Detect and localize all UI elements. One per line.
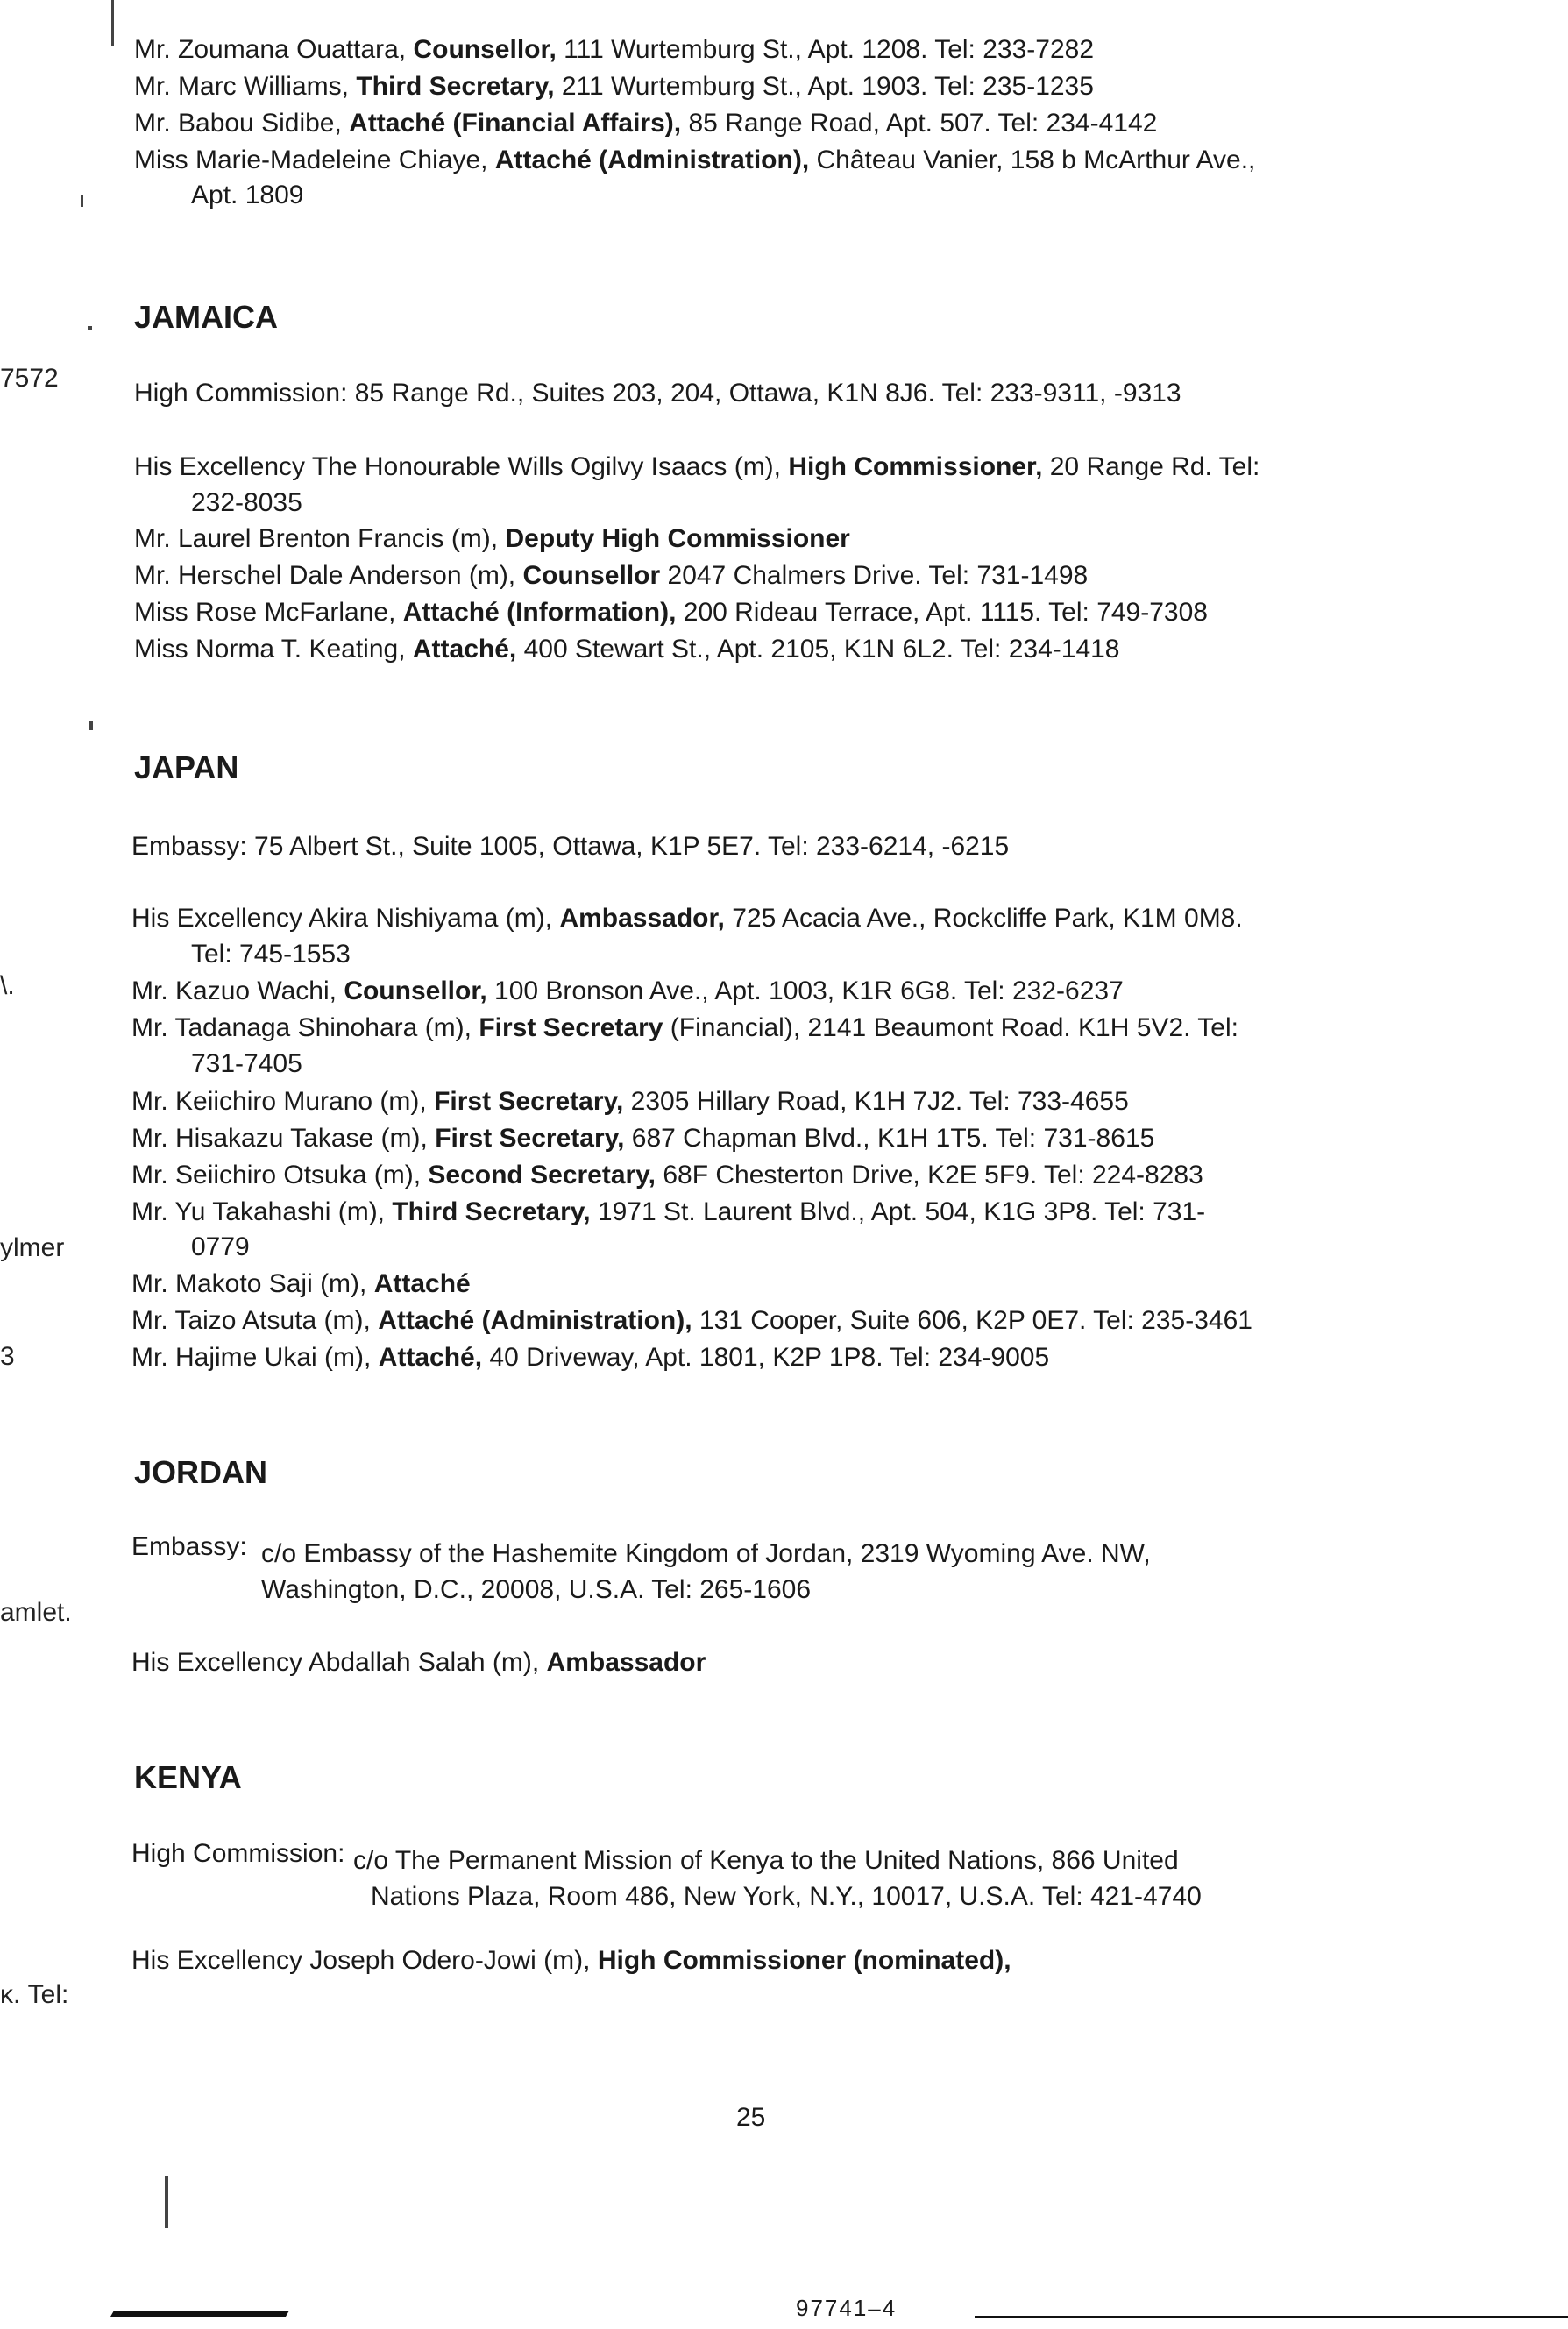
entry-continuation: 232-8035: [191, 488, 302, 517]
directory-entry: His Excellency Akira Nishiyama (m), Ambassador, 725 Acacia Ave., Rockcliffe Park, K1M 0M8.: [131, 904, 1243, 933]
directory-entry: Miss Marie-Madeleine Chiaye, Attaché (Administration), Château Vanier, 158 b McArthur Ave.,: [134, 146, 1256, 174]
directory-entry: Mr. Hisakazu Takase (m), First Secretary, 687 Chapman Blvd., K1H 1T5. Tel: 731-8615: [131, 1124, 1155, 1153]
directory-entry: Miss Norma T. Keating, Attaché, 400 Stewart St., Apt. 2105, K1N 6L2. Tel: 234-1418: [134, 635, 1120, 664]
binding-mark: [110, 2311, 289, 2317]
directory-entry: His Excellency The Honourable Wills Ogilvy Isaacs (m), High Commissioner, 20 Range Rd. Tel:: [134, 452, 1260, 481]
mission-address: High Commission: 85 Range Rd., Suites 203, 204, Ottawa, K1N 8J6. Tel: 233-9311, -9313: [134, 379, 1181, 408]
margin-fragment: ylmer: [0, 1233, 65, 1262]
scan-mark: [88, 326, 92, 330]
directory-entry: His Excellency Joseph Odero-Jowi (m), High Commissioner (nominated),: [131, 1946, 1011, 1975]
directory-entry: Mr. Marc Williams, Third Secretary, 211 Wurtemburg St., Apt. 1903. Tel: 235-1235: [134, 72, 1094, 101]
directory-entry: Mr. Tadanaga Shinohara (m), First Secretary (Financial), 2141 Beaumont Road. K1H 5V2. Tel:: [131, 1013, 1238, 1042]
print-code: 97741–4: [796, 2295, 898, 2321]
directory-entry: Mr. Babou Sidibe, Attaché (Financial Affairs), 85 Range Road, Apt. 507. Tel: 234-4142: [134, 109, 1158, 138]
margin-fragment: 7572: [0, 364, 59, 393]
directory-entry: Mr. Keiichiro Murano (m), First Secretary, 2305 Hillary Road, K1H 7J2. Tel: 733-4655: [131, 1087, 1129, 1116]
mission-address: Washington, D.C., 20008, U.S.A. Tel: 265-1606: [261, 1575, 812, 1604]
margin-fragment: \.: [0, 971, 15, 1000]
entry-continuation: 731-7405: [191, 1049, 302, 1078]
mission-label: High Commission:: [131, 1839, 345, 1868]
scan-mark: [111, 0, 114, 46]
directory-entry: Mr. Laurel Brenton Francis (m), Deputy High Commissioner: [134, 524, 850, 553]
directory-entry: Miss Rose McFarlane, Attaché (Information), 200 Rideau Terrace, Apt. 1115. Tel: 749-7308: [134, 598, 1208, 627]
margin-fragment: κ. Tel:: [0, 1980, 69, 2009]
mission-address: c/o Embassy of the Hashemite Kingdom of Jordan, 2319 Wyoming Ave. NW,: [261, 1539, 1151, 1568]
country-heading: JAPAN: [134, 749, 239, 785]
directory-entry: Mr. Makoto Saji (m), Attaché: [131, 1269, 471, 1298]
directory-entry: Mr. Herschel Dale Anderson (m), Counsellor 2047 Chalmers Drive. Tel: 731-1498: [134, 561, 1089, 590]
mission-label: Embassy:: [131, 1532, 247, 1561]
directory-entry: Mr. Taizo Atsuta (m), Attaché (Administration), 131 Cooper, Suite 606, K2P 0E7. Tel: 235-3461: [131, 1306, 1252, 1335]
directory-entry: Mr. Zoumana Ouattara, Counsellor, 111 Wurtemburg St., Apt. 1208. Tel: 233-7282: [134, 35, 1095, 64]
bottom-rule: [975, 2316, 1568, 2318]
directory-entry: His Excellency Abdallah Salah (m), Ambassador: [131, 1648, 706, 1677]
margin-fragment: amlet.: [0, 1598, 72, 1627]
scan-mark: [89, 721, 93, 730]
directory-entry: Mr. Yu Takahashi (m), Third Secretary, 1971 St. Laurent Blvd., Apt. 504, K1G 3P8. Tel: 731-: [131, 1197, 1206, 1226]
entry-continuation: 0779: [191, 1232, 250, 1261]
directory-entry: Mr. Seiichiro Otsuka (m), Second Secretary, 68F Chesterton Drive, K2E 5F9. Tel: 224-8283: [131, 1161, 1203, 1189]
country-heading: KENYA: [134, 1759, 242, 1795]
mission-address: c/o The Permanent Mission of Kenya to the United Nations, 866 United: [353, 1846, 1179, 1875]
directory-entry: Mr. Kazuo Wachi, Counsellor, 100 Bronson Ave., Apt. 1003, K1R 6G8. Tel: 232-6237: [131, 976, 1124, 1005]
country-heading: JORDAN: [134, 1454, 268, 1490]
page-number: 25: [736, 2103, 766, 2132]
mission-address: Embassy: 75 Albert St., Suite 1005, Ottawa, K1P 5E7. Tel: 233-6214, -6215: [131, 832, 1010, 861]
country-heading: JAMAICA: [134, 299, 279, 335]
directory-entry: Mr. Hajime Ukai (m), Attaché, 40 Driveway, Apt. 1801, K2P 1P8. Tel: 234-9005: [131, 1343, 1050, 1372]
mission-address: Nations Plaza, Room 486, New York, N.Y., 10017, U.S.A. Tel: 421-4740: [371, 1882, 1202, 1911]
entry-continuation: Apt. 1809: [191, 181, 304, 209]
margin-fragment: 3: [0, 1342, 15, 1371]
entry-continuation: Tel: 745-1553: [191, 940, 351, 969]
scan-mark: [165, 2176, 168, 2228]
scan-mark: [81, 195, 83, 207]
